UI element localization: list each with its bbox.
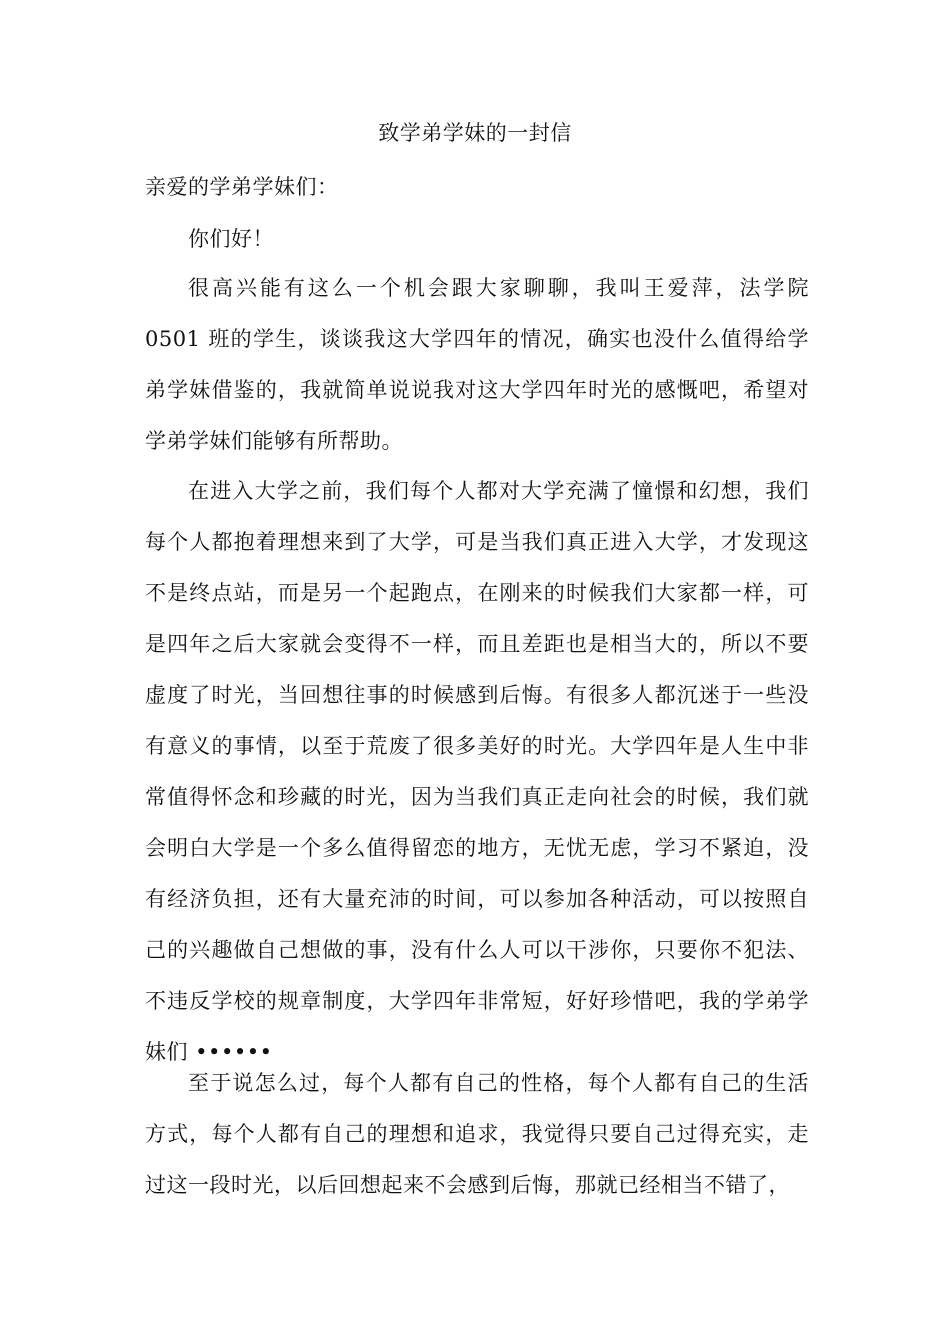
document-title: 致学弟学妹的一封信 xyxy=(378,121,572,145)
paragraph: 在进入大学之前，我们每个人都对大学充满了憧憬和幻想，我们每个人都抱着理想来到了大学，可是当我们真正进入大学，才发现这不是终点站，而是另一个起跑点，在刚来的时候我们大家都一样，可是四年之后大家就会变得不一样，而且差距也是相当大的，所以不要虚度了时光，当回想往事的时候感到后悔。有很多人都沉迷于一些没有意义的事情，以至于荒废了很多美好的时光。大学四年是人生中非常值得怀念和珍藏的时光，因为当我们真正走向社会的时候，我们就会明白大学是一个多么值得留恋的地方，无忧无虑，学习不紧迫，没有经济负担，还有大量充沛的时间，可以参加各种活动，可以按照自己的兴趣做自己想做的事，没有什么人可以干涉你，只要你不犯法、不违反学校的规章制度，大学四年非常短，好好珍惜吧，我的学弟学妹们 •••••• xyxy=(145,479,809,1064)
paragraph: 很高兴能有这么一个机会跟大家聊聊，我叫王爱萍，法学院 0501 班的学生，谈谈我这大学四年的情况，确实也没什么值得给学弟学妹借鉴的，我就简单说说我对这大学四年时光的感慨吧，希望对学弟学妹们能够有所帮助。 xyxy=(145,276,809,453)
salutation: 亲爱的学弟学妹们： xyxy=(145,175,339,199)
paragraph: 至于说怎么过，每个人都有自己的性格，每个人都有自己的生活方式，每个人都有自己的理想和追求，我觉得只要自己过得充实，走过这一段时光，以后回想起来不会感到后悔，那就已经相当不错了， xyxy=(145,1071,809,1197)
greeting: 你们好！ xyxy=(188,227,274,251)
